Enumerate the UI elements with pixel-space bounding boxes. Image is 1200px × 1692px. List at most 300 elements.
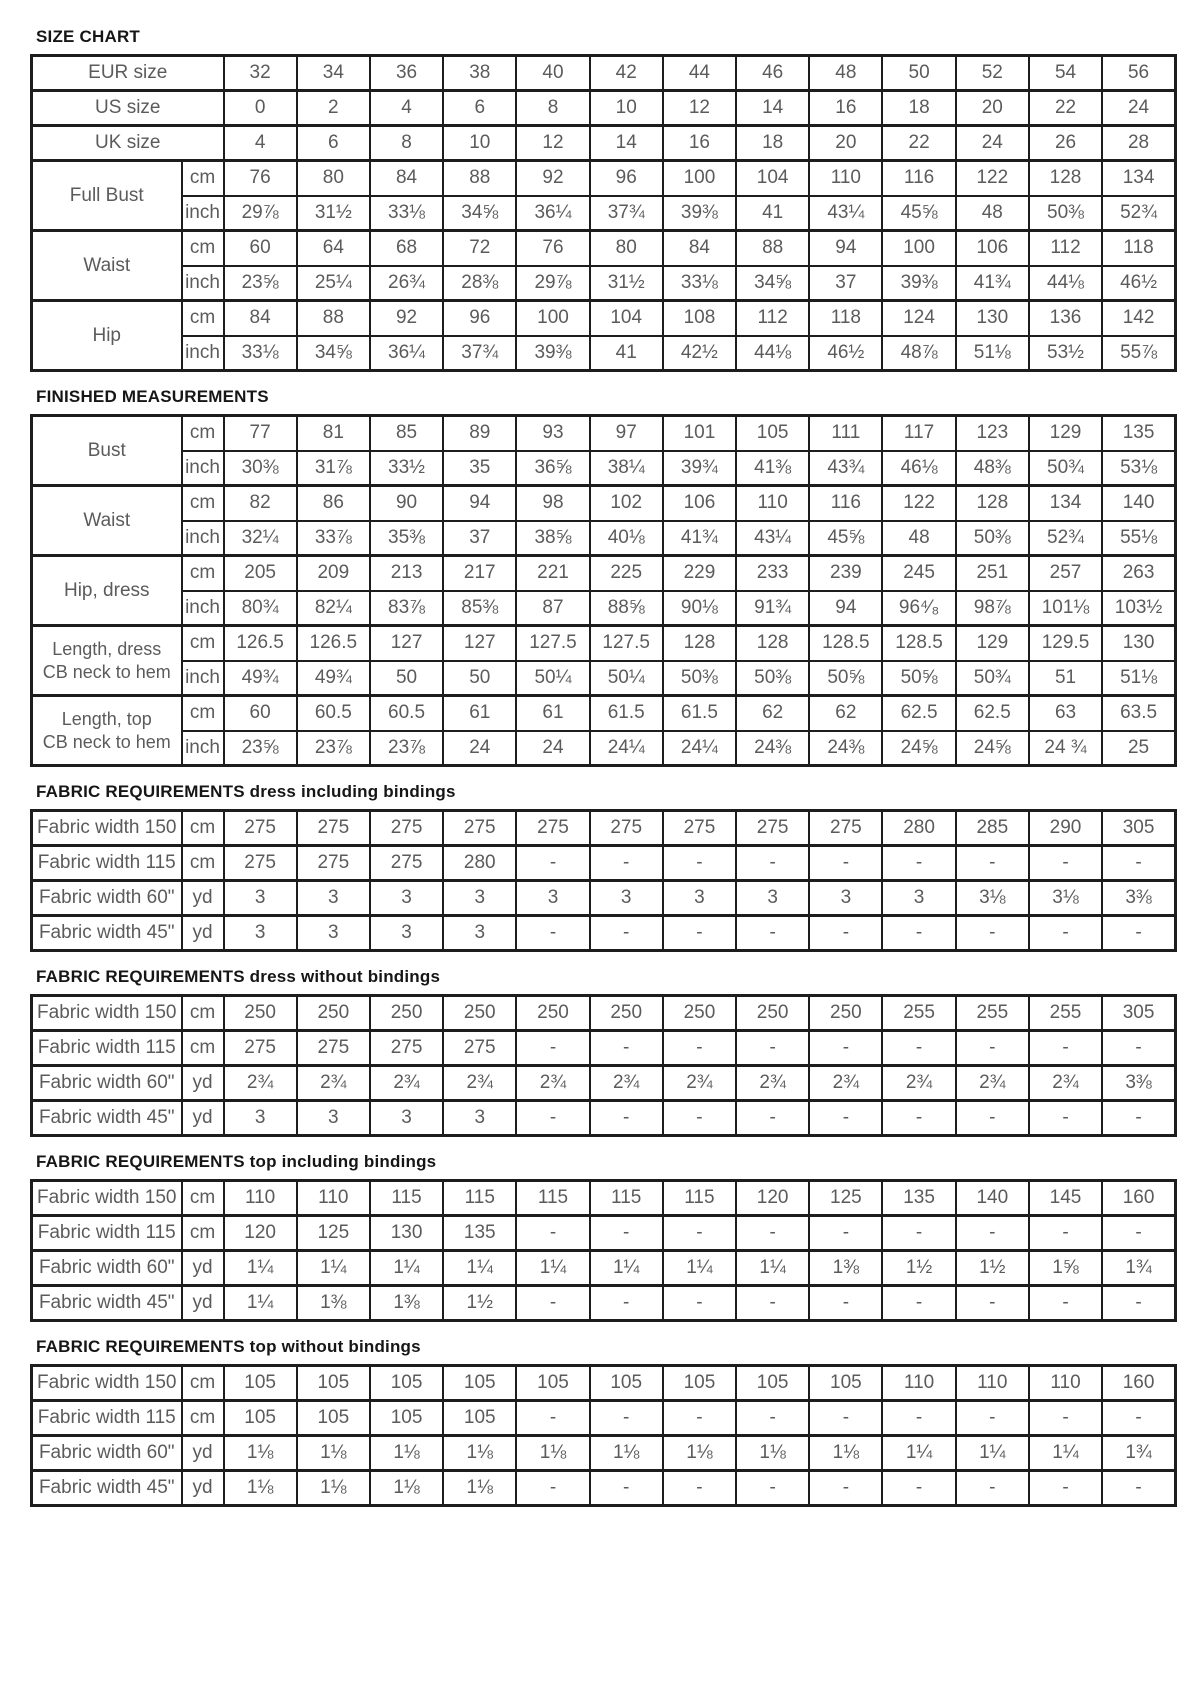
value-cell: 129	[1029, 416, 1102, 451]
value-cell: 120	[736, 1181, 809, 1216]
value-cell: 111	[809, 416, 882, 451]
value-cell: 63.5	[1102, 696, 1175, 731]
value-cell: 1⅝	[1029, 1251, 1102, 1286]
value-cell: 90	[370, 486, 443, 521]
value-cell: -	[882, 1401, 955, 1436]
value-cell: 36¼	[370, 336, 443, 371]
value-cell: 2¾	[809, 1066, 882, 1101]
unit-cell: cm	[182, 1366, 224, 1401]
value-cell: 104	[590, 301, 663, 336]
value-cell: 1¼	[956, 1436, 1029, 1471]
value-cell: 50⅝	[809, 661, 882, 696]
value-cell: -	[1029, 846, 1102, 881]
value-cell: -	[956, 1101, 1029, 1136]
value-cell: 39⅜	[516, 336, 589, 371]
value-cell: 41¾	[663, 521, 736, 556]
unit-cell: inch	[182, 591, 224, 626]
fabric-top-without-bindings-table	[30, 1364, 1177, 1507]
value-cell: 209	[297, 556, 370, 591]
value-cell: 52¾	[1102, 196, 1175, 231]
value-cell: -	[1102, 1471, 1175, 1506]
row-label-cell: Length, dress CB neck to hem	[32, 626, 182, 696]
value-cell: 82	[224, 486, 297, 521]
value-cell: 1¼	[736, 1251, 809, 1286]
value-cell: 52	[956, 56, 1029, 91]
value-cell: 1¾	[1102, 1436, 1175, 1471]
value-cell: -	[590, 1101, 663, 1136]
value-cell: 87	[516, 591, 589, 626]
value-cell: 80¾	[224, 591, 297, 626]
value-cell: 8	[516, 91, 589, 126]
value-cell: -	[1102, 1101, 1175, 1136]
size-row	[32, 126, 1176, 161]
value-cell: 280	[882, 811, 955, 846]
value-cell: 275	[297, 1031, 370, 1066]
value-cell: 1⅛	[516, 1436, 589, 1471]
fabric-dress-with-bindings-title: FABRIC REQUIREMENTS dress including bindings	[36, 782, 456, 801]
value-cell: 263	[1102, 556, 1175, 591]
value-cell: 49¾	[297, 661, 370, 696]
value-cell: 42½	[663, 336, 736, 371]
unit-cell: cm	[182, 626, 224, 661]
value-cell: 3	[224, 916, 297, 951]
value-cell: 128.5	[882, 626, 955, 661]
value-cell: 50⅜	[956, 521, 1029, 556]
value-cell: 1⅛	[297, 1471, 370, 1506]
value-cell: -	[663, 1031, 736, 1066]
value-cell: 3	[516, 881, 589, 916]
value-cell: 50¾	[956, 661, 1029, 696]
value-cell: 53⅛	[1102, 451, 1175, 486]
unit-cell: cm	[182, 486, 224, 521]
value-cell: 135	[443, 1216, 516, 1251]
value-cell: 24¼	[590, 731, 663, 766]
value-cell: 105	[663, 1366, 736, 1401]
value-cell: 1¼	[590, 1251, 663, 1286]
value-cell: 128.5	[809, 626, 882, 661]
value-cell: 62	[736, 696, 809, 731]
value-cell: 110	[809, 161, 882, 196]
value-cell: 14	[736, 91, 809, 126]
value-cell: 33⅛	[224, 336, 297, 371]
fabric-top-with-bindings-table	[30, 1179, 1177, 1322]
value-cell: 250	[370, 996, 443, 1031]
value-cell: 61.5	[590, 696, 663, 731]
fabric-row	[32, 1216, 1176, 1251]
value-cell: 83⅞	[370, 591, 443, 626]
value-cell: 94	[809, 231, 882, 266]
measure-row-cm	[32, 416, 1176, 451]
value-cell: 22	[882, 126, 955, 161]
value-cell: 275	[370, 1031, 443, 1066]
value-cell: -	[663, 1101, 736, 1136]
value-cell: 275	[297, 846, 370, 881]
value-cell: 53½	[1029, 336, 1102, 371]
value-cell: -	[590, 1471, 663, 1506]
value-cell: 127.5	[590, 626, 663, 661]
value-cell: 30⅜	[224, 451, 297, 486]
fabric-row	[32, 996, 1176, 1031]
value-cell: -	[882, 1286, 955, 1321]
value-cell: 105	[736, 416, 809, 451]
value-cell: 41	[736, 196, 809, 231]
row-label-cell: Waist	[32, 231, 182, 301]
value-cell: -	[736, 1401, 809, 1436]
value-cell: 130	[1102, 626, 1175, 661]
size-chart-title: SIZE CHART	[36, 27, 140, 46]
value-cell: 62.5	[882, 696, 955, 731]
value-cell: 56	[1102, 56, 1175, 91]
measure-row-inch	[32, 591, 1176, 626]
value-cell: 29⅞	[224, 196, 297, 231]
value-cell: 127	[370, 626, 443, 661]
value-cell: 106	[663, 486, 736, 521]
value-cell: 1⅛	[370, 1471, 443, 1506]
unit-cell: inch	[182, 661, 224, 696]
row-label-cell: Bust	[32, 416, 182, 486]
value-cell: 81	[297, 416, 370, 451]
unit-cell: cm	[182, 996, 224, 1031]
unit-cell: cm	[182, 846, 224, 881]
value-cell: -	[1029, 1216, 1102, 1251]
value-cell: -	[956, 916, 1029, 951]
value-cell: 3	[809, 881, 882, 916]
value-cell: 93	[516, 416, 589, 451]
value-cell: 205	[224, 556, 297, 591]
unit-cell: yd	[182, 1436, 224, 1471]
value-cell: 275	[370, 811, 443, 846]
value-cell: -	[736, 1471, 809, 1506]
value-cell: 37¾	[590, 196, 663, 231]
value-cell: -	[882, 846, 955, 881]
row-label-cell: EUR size	[32, 56, 224, 91]
row-label-cell: Fabric width 115	[32, 1216, 182, 1251]
value-cell: 24	[443, 731, 516, 766]
size-chart-table	[30, 54, 1177, 372]
value-cell: 20	[809, 126, 882, 161]
measure-row-inch	[32, 521, 1176, 556]
row-label-cell: Fabric width 45"	[32, 1101, 182, 1136]
value-cell: 48	[956, 196, 1029, 231]
value-cell: 63	[1029, 696, 1102, 731]
value-cell: 44	[663, 56, 736, 91]
value-cell: -	[956, 1216, 1029, 1251]
value-cell: 24	[956, 126, 1029, 161]
value-cell: 39⅜	[663, 196, 736, 231]
value-cell: 42	[590, 56, 663, 91]
row-label-cell: Fabric width 150	[32, 996, 182, 1031]
value-cell: 25¼	[297, 266, 370, 301]
value-cell: 160	[1102, 1366, 1175, 1401]
value-cell: 105	[297, 1401, 370, 1436]
value-cell: 1½	[882, 1251, 955, 1286]
value-cell: 275	[809, 811, 882, 846]
value-cell: 98⅞	[956, 591, 1029, 626]
value-cell: -	[736, 1031, 809, 1066]
value-cell: 24	[1102, 91, 1175, 126]
unit-cell: cm	[182, 1181, 224, 1216]
value-cell: 140	[956, 1181, 1029, 1216]
value-cell: 250	[224, 996, 297, 1031]
value-cell: -	[590, 1216, 663, 1251]
fabric-row	[32, 811, 1176, 846]
unit-cell: cm	[182, 696, 224, 731]
value-cell: -	[1102, 846, 1175, 881]
value-cell: 275	[443, 1031, 516, 1066]
value-cell: 105	[297, 1366, 370, 1401]
value-cell: 1½	[443, 1286, 516, 1321]
value-cell: 1¼	[370, 1251, 443, 1286]
value-cell: -	[1102, 1286, 1175, 1321]
value-cell: 91¾	[736, 591, 809, 626]
value-cell: -	[590, 916, 663, 951]
value-cell: 24¼	[663, 731, 736, 766]
value-cell: 126.5	[224, 626, 297, 661]
value-cell: 110	[1029, 1366, 1102, 1401]
row-label-cell: Fabric width 115	[32, 846, 182, 881]
fabric-row	[32, 1031, 1176, 1066]
value-cell: 285	[956, 811, 1029, 846]
value-cell: 129	[956, 626, 1029, 661]
unit-cell: inch	[182, 196, 224, 231]
value-cell: 275	[224, 1031, 297, 1066]
value-cell: 275	[736, 811, 809, 846]
value-cell: 51⅛	[956, 336, 1029, 371]
value-cell: 85⅜	[443, 591, 516, 626]
value-cell: 35	[443, 451, 516, 486]
value-cell: 100	[882, 231, 955, 266]
value-cell: 50¼	[590, 661, 663, 696]
value-cell: 45⅝	[882, 196, 955, 231]
value-cell: 96	[443, 301, 516, 336]
value-cell: 88	[297, 301, 370, 336]
value-cell: 225	[590, 556, 663, 591]
value-cell: 3	[297, 1101, 370, 1136]
value-cell: 48	[882, 521, 955, 556]
value-cell: -	[1029, 1401, 1102, 1436]
value-cell: 23⅞	[297, 731, 370, 766]
value-cell: 127.5	[516, 626, 589, 661]
value-cell: -	[516, 1471, 589, 1506]
row-label-cell: Length, top CB neck to hem	[32, 696, 182, 766]
value-cell: 61	[516, 696, 589, 731]
value-cell: 23⅞	[370, 731, 443, 766]
value-cell: 50⅝	[882, 661, 955, 696]
value-cell: 105	[590, 1366, 663, 1401]
value-cell: 127	[443, 626, 516, 661]
value-cell: 50¼	[516, 661, 589, 696]
value-cell: 125	[809, 1181, 882, 1216]
value-cell: 46	[736, 56, 809, 91]
value-cell: -	[956, 846, 1029, 881]
value-cell: 37	[809, 266, 882, 301]
value-cell: 251	[956, 556, 1029, 591]
value-cell: 24⅜	[736, 731, 809, 766]
value-cell: 85	[370, 416, 443, 451]
value-cell: 24⅝	[882, 731, 955, 766]
value-cell: 2¾	[297, 1066, 370, 1101]
value-cell: 110	[297, 1181, 370, 1216]
fabric-row	[32, 916, 1176, 951]
unit-cell: cm	[182, 811, 224, 846]
value-cell: 117	[882, 416, 955, 451]
value-cell: 22	[1029, 91, 1102, 126]
value-cell: 60	[224, 231, 297, 266]
value-cell: 88	[736, 231, 809, 266]
value-cell: 98	[516, 486, 589, 521]
value-cell: 108	[663, 301, 736, 336]
value-cell: 1⅜	[809, 1251, 882, 1286]
value-cell: 250	[736, 996, 809, 1031]
value-cell: 61.5	[663, 696, 736, 731]
value-cell: -	[663, 846, 736, 881]
value-cell: 2¾	[443, 1066, 516, 1101]
value-cell: 118	[809, 301, 882, 336]
value-cell: 110	[882, 1366, 955, 1401]
value-cell: 76	[224, 161, 297, 196]
value-cell: 37	[443, 521, 516, 556]
value-cell: 32¼	[224, 521, 297, 556]
value-cell: 45⅝	[809, 521, 882, 556]
value-cell: 24⅜	[809, 731, 882, 766]
unit-cell: cm	[182, 1401, 224, 1436]
value-cell: 128	[736, 626, 809, 661]
value-cell: 1¼	[297, 1251, 370, 1286]
unit-cell: cm	[182, 231, 224, 266]
unit-cell: yd	[182, 1101, 224, 1136]
value-cell: 105	[224, 1401, 297, 1436]
value-cell: -	[663, 1471, 736, 1506]
value-cell: 1½	[956, 1251, 1029, 1286]
value-cell: 128	[1029, 161, 1102, 196]
value-cell: 221	[516, 556, 589, 591]
row-label-cell: Fabric width 115	[32, 1031, 182, 1066]
value-cell: 122	[882, 486, 955, 521]
value-cell: 135	[882, 1181, 955, 1216]
value-cell: 46½	[1102, 266, 1175, 301]
value-cell: 6	[443, 91, 516, 126]
value-cell: 102	[590, 486, 663, 521]
value-cell: 16	[663, 126, 736, 161]
value-cell: 275	[297, 811, 370, 846]
value-cell: 24 ¾	[1029, 731, 1102, 766]
value-cell: 48	[809, 56, 882, 91]
value-cell: 20	[956, 91, 1029, 126]
value-cell: 129.5	[1029, 626, 1102, 661]
value-cell: 116	[809, 486, 882, 521]
fabric-row	[32, 1366, 1176, 1401]
value-cell: 1⅛	[809, 1436, 882, 1471]
value-cell: 255	[956, 996, 1029, 1031]
value-cell: 96	[590, 161, 663, 196]
value-cell: 2¾	[516, 1066, 589, 1101]
value-cell: -	[956, 1401, 1029, 1436]
value-cell: 130	[956, 301, 1029, 336]
fabric-top-without-bindings-title: FABRIC REQUIREMENTS top without bindings	[36, 1337, 421, 1356]
value-cell: -	[956, 1031, 1029, 1066]
value-cell: 16	[809, 91, 882, 126]
value-cell: -	[809, 1471, 882, 1506]
value-cell: 23⅝	[224, 266, 297, 301]
value-cell: 275	[443, 811, 516, 846]
value-cell: 229	[663, 556, 736, 591]
value-cell: 43¼	[736, 521, 809, 556]
value-cell: 245	[882, 556, 955, 591]
value-cell: 4	[224, 126, 297, 161]
value-cell: 50	[443, 661, 516, 696]
value-cell: -	[590, 1286, 663, 1321]
measure-row-inch	[32, 731, 1176, 766]
fabric-row	[32, 881, 1176, 916]
value-cell: 39¾	[663, 451, 736, 486]
value-cell: 3	[736, 881, 809, 916]
measure-row-cm	[32, 486, 1176, 521]
fabric-dress-with-bindings-table	[30, 809, 1177, 952]
row-label-cell: US size	[32, 91, 224, 126]
value-cell: 31½	[297, 196, 370, 231]
value-cell: 48⅞	[882, 336, 955, 371]
value-cell: 86	[297, 486, 370, 521]
value-cell: 124	[882, 301, 955, 336]
size-row	[32, 56, 1176, 91]
fabric-row	[32, 1251, 1176, 1286]
fabric-row	[32, 1401, 1176, 1436]
row-label-cell: Fabric width 60"	[32, 1251, 182, 1286]
value-cell: 61	[443, 696, 516, 731]
fabric-dress-without-bindings-title: FABRIC REQUIREMENTS dress without bindings	[36, 967, 441, 986]
value-cell: 3	[370, 881, 443, 916]
value-cell: 18	[882, 91, 955, 126]
row-label-cell: Fabric width 150	[32, 1181, 182, 1216]
measure-row-inch	[32, 196, 1176, 231]
value-cell: 2¾	[882, 1066, 955, 1101]
value-cell: 1¼	[1029, 1436, 1102, 1471]
value-cell: 118	[1102, 231, 1175, 266]
value-cell: 33½	[370, 451, 443, 486]
value-cell: -	[663, 1401, 736, 1436]
value-cell: 43¾	[809, 451, 882, 486]
fabric-row	[32, 846, 1176, 881]
value-cell: 3	[443, 1101, 516, 1136]
value-cell: 1⅛	[443, 1471, 516, 1506]
value-cell: 3⅛	[956, 881, 1029, 916]
value-cell: 3	[224, 881, 297, 916]
value-cell: -	[1029, 1031, 1102, 1066]
value-cell: -	[809, 1286, 882, 1321]
value-cell: 12	[516, 126, 589, 161]
value-cell: 4	[370, 91, 443, 126]
value-cell: 250	[663, 996, 736, 1031]
value-cell: 36	[370, 56, 443, 91]
value-cell: 24	[516, 731, 589, 766]
value-cell: 275	[590, 811, 663, 846]
value-cell: 41¾	[956, 266, 1029, 301]
value-cell: 105	[516, 1366, 589, 1401]
value-cell: 26	[1029, 126, 1102, 161]
value-cell: -	[956, 1471, 1029, 1506]
value-cell: 10	[443, 126, 516, 161]
value-cell: 125	[297, 1216, 370, 1251]
value-cell: 48⅜	[956, 451, 1029, 486]
value-cell: 1¼	[882, 1436, 955, 1471]
value-cell: 40	[516, 56, 589, 91]
unit-cell: yd	[182, 1066, 224, 1101]
value-cell: 34⅝	[443, 196, 516, 231]
value-cell: -	[1102, 1216, 1175, 1251]
row-label-cell: Fabric width 45"	[32, 1286, 182, 1321]
value-cell: 101	[663, 416, 736, 451]
value-cell: 290	[1029, 811, 1102, 846]
